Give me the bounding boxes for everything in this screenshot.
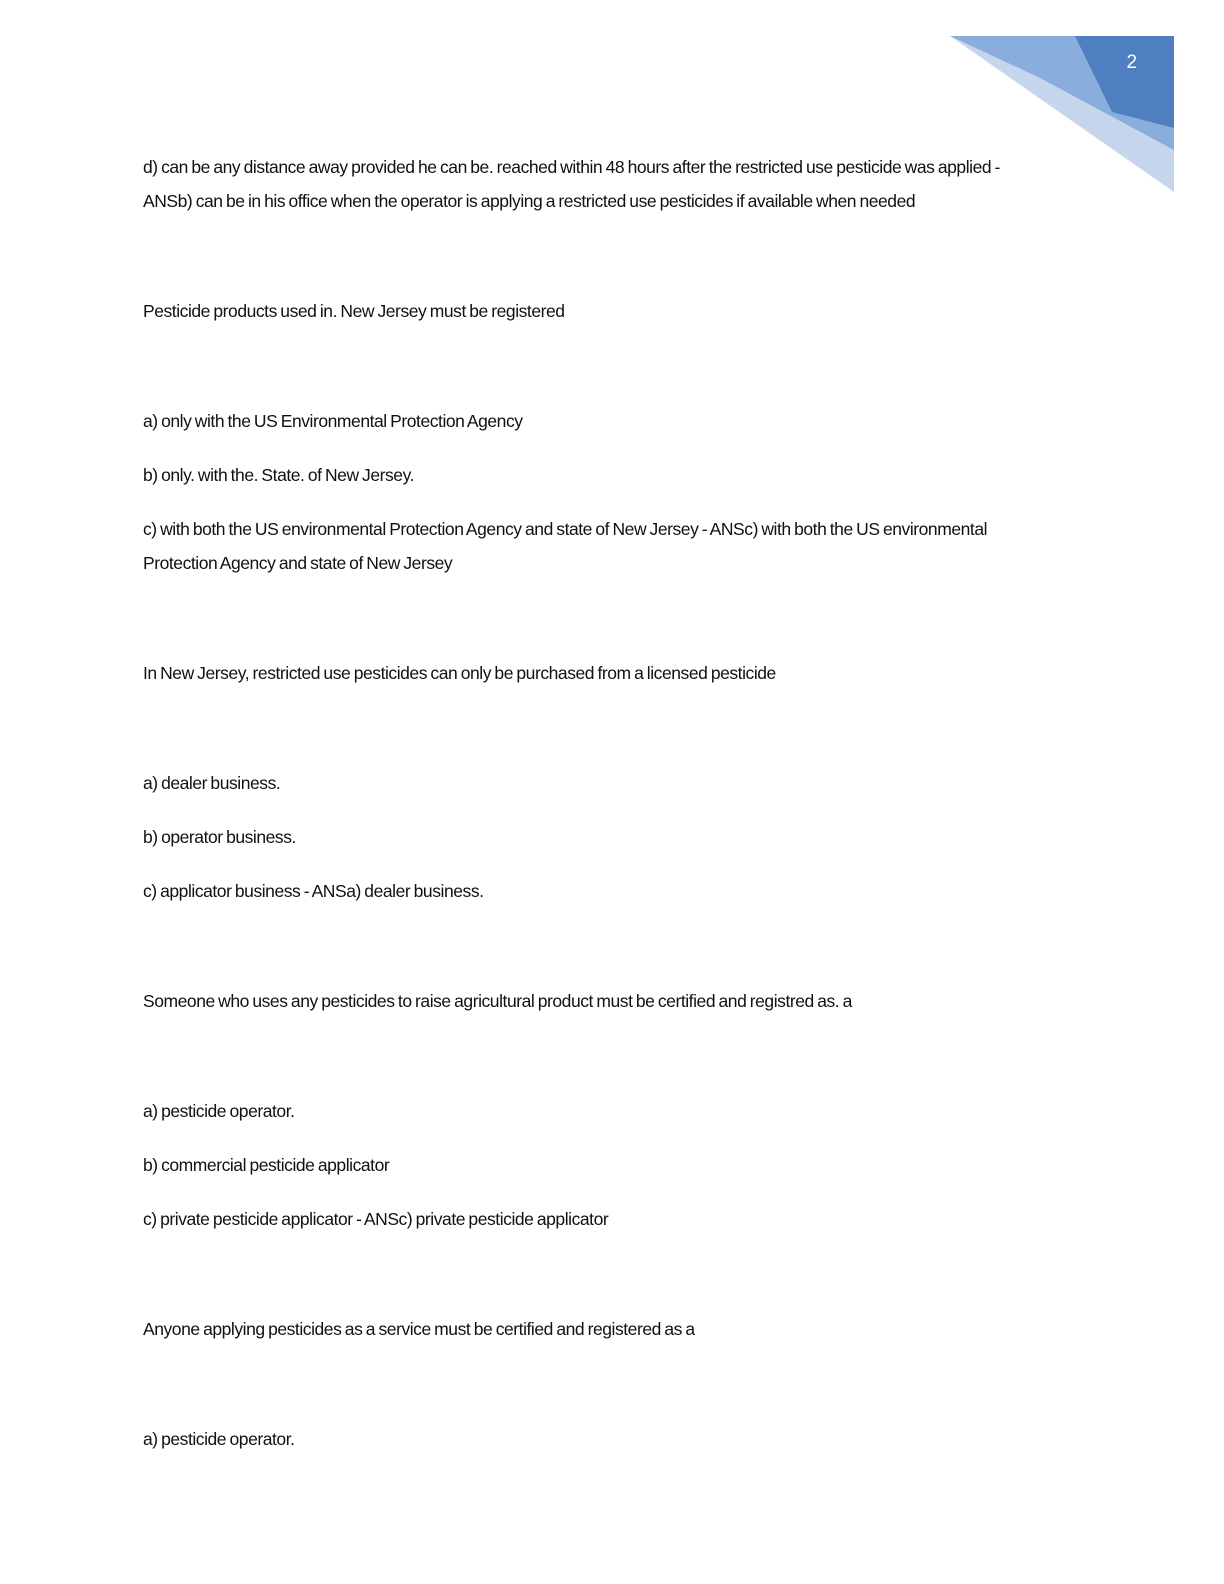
page-number: 2 [1126, 52, 1138, 73]
paragraph-answer-d: d) can be any distance away provided he can be. reached within 48 hours after the restricted use pesticide was applied - ANSb) can be in his office when the operator is applying a restricted use pesticides if available when needed [143, 157, 1000, 211]
option-b: b) only. with the. State. of New Jersey. [143, 465, 415, 485]
question-agricultural: Someone who uses any pesticides to raise agricultural product must be certified and registred as. a [143, 991, 852, 1011]
option-c-answer: c) with both the US environmental Protection Agency and state of New Jersey - ANSc) with both the US environmental Protection Agency and state of New Jersey [143, 519, 988, 573]
option-a: a) dealer business. [143, 773, 281, 793]
option-c-answer: c) applicator business - ANSa) dealer business. [143, 881, 484, 901]
document-body [143, 150, 1003, 1456]
question-registration: Pesticide products used in. New Jersey must be registered [143, 301, 565, 321]
option-b: b) commercial pesticide applicator [143, 1155, 390, 1175]
question-purchase: In New Jersey, restricted use pesticides can only be purchased from a licensed pesticide [143, 663, 776, 683]
option-a: a) pesticide operator. [143, 1429, 295, 1449]
option-a: a) pesticide operator. [143, 1101, 295, 1121]
option-c-answer: c) private pesticide applicator - ANSc) private pesticide applicator [143, 1209, 609, 1229]
option-b: b) operator business. [143, 827, 296, 847]
option-a: a) only with the US Environmental Protection Agency [143, 411, 523, 431]
question-service: Anyone applying pesticides as a service must be certified and registered as a [143, 1319, 695, 1339]
